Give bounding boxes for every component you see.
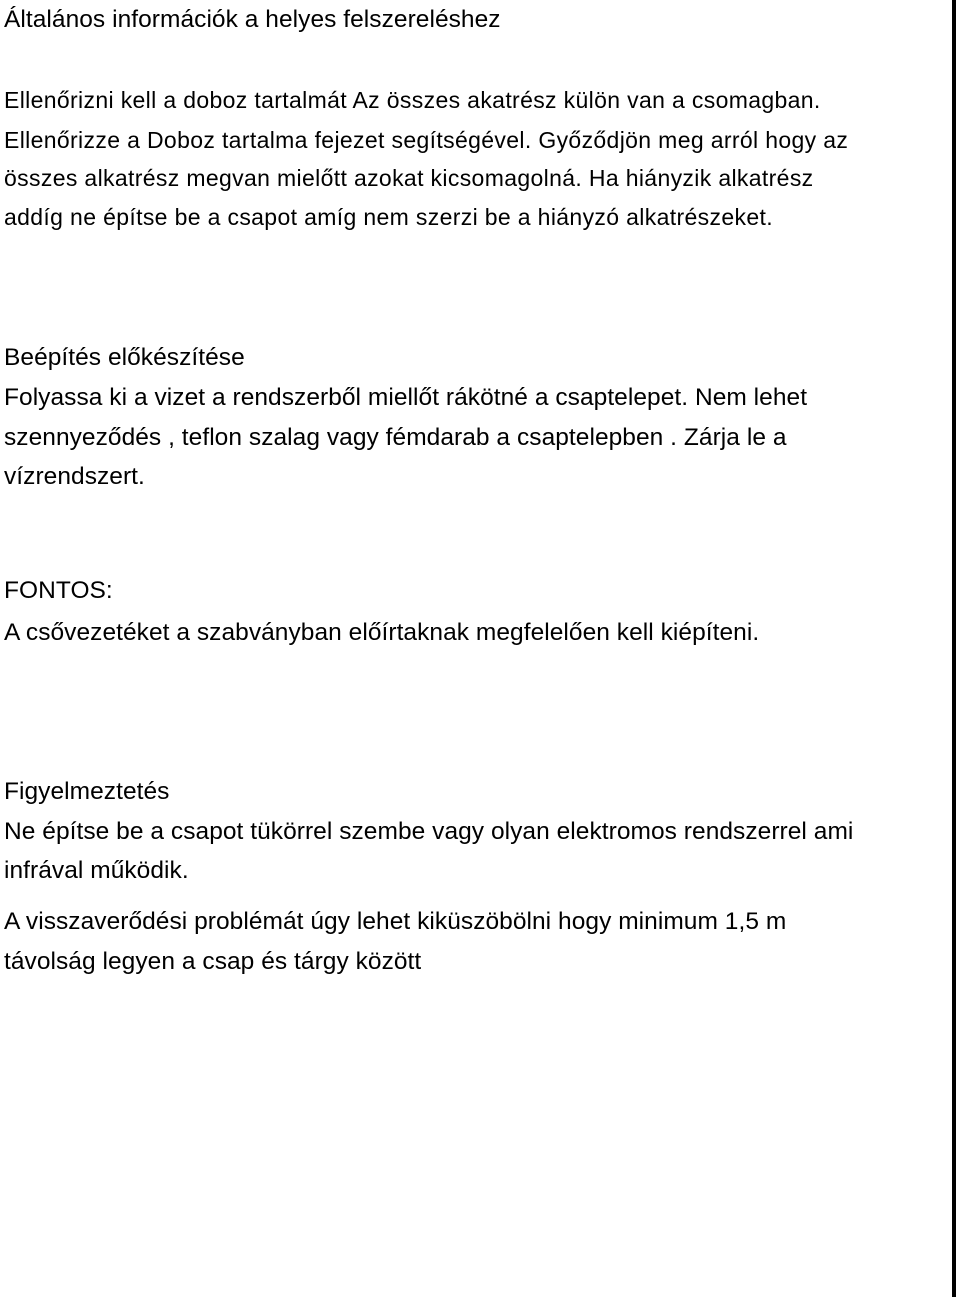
install-prep-line-2: szennyeződés , teflon szalag vagy fémdarab a csaptelepben . Zárja le a: [4, 424, 787, 451]
intro-line-2: Ellenőrizze a Doboz tartalma fejezet segítségével. Győződjön meg arról hogy az: [4, 127, 849, 153]
warning-line-1: Ne építse be a csapot tükörrel szembe vagy olyan elektromos rendszerrel ami: [4, 818, 854, 845]
page-heading: Általános információk a helyes felszereléshez: [4, 6, 501, 33]
warning-title: Figyelmeztetés: [4, 778, 170, 805]
intro-line-3: összes alkatrész megvan mielőtt azokat kicsomagolná. Ha hiányzik alkatrész: [4, 165, 814, 191]
install-prep-line-3: vízrendszert.: [4, 463, 145, 490]
install-prep-title: Beépítés előkészítése: [4, 344, 245, 371]
warning-extra-line-2: távolság legyen a csap és tárgy között: [4, 948, 422, 975]
intro-line-4: addíg ne építse be a csapot amíg nem szerzi be a hiányzó alkatrészeket.: [4, 204, 773, 230]
install-prep-line-1: Folyassa ki a vizet a rendszerből miellőt rákötné a csaptelepet. Nem lehet: [4, 384, 808, 411]
important-line-1: A csővezetéket a szabványban előírtaknak megfelelően kell kiépíteni.: [4, 619, 760, 646]
warning-line-2: infrával működik.: [4, 857, 189, 884]
warning-extra-line-1: A visszaverődési problémát úgy lehet kiküszöbölni hogy minimum 1,5 m: [4, 908, 787, 935]
right-border-rule: [952, 0, 956, 1297]
intro-line-1: Ellenőrizni kell a doboz tartalmát Az összes akatrész külön van a csomagban.: [4, 87, 821, 113]
important-title: FONTOS:: [4, 577, 113, 604]
